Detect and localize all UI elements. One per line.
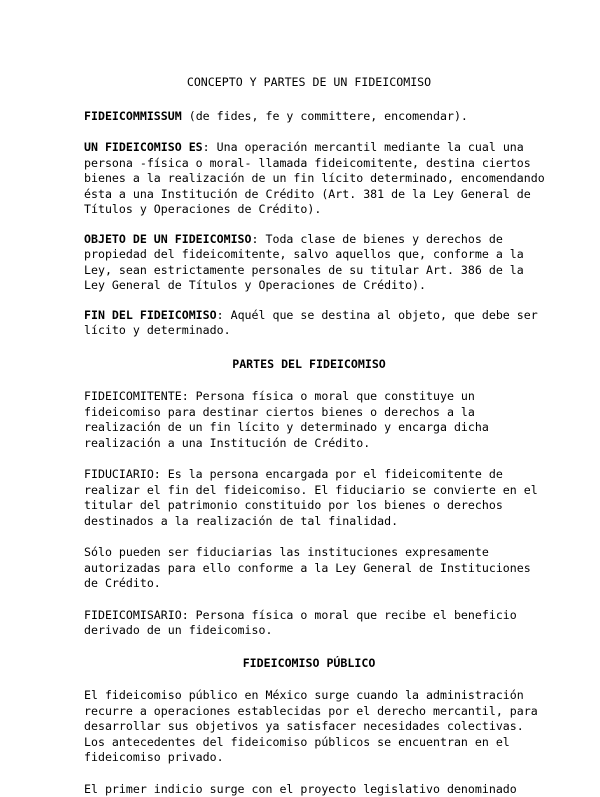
definicion-line: persona -física o moral- llamada fideicomitente, destina ciertos: [84, 156, 534, 172]
fideicomitente-line: fideicomiso para destinar ciertos bienes o derechos a la: [84, 405, 534, 421]
publico-line: El fideicomiso público en México surge cuando la administración: [84, 688, 534, 704]
objeto-line: propiedad del fideicomitente, salvo aquellos que, conforme a la: [84, 247, 534, 263]
objeto-line: Ley, sean estrictamente personales de su titular Art. 386 de la: [84, 263, 534, 279]
fiduciarias-line: Sólo pueden ser fiduciarias las instituciones expresamente: [84, 545, 534, 561]
objeto-line: Ley General de Títulos y Operaciones de Crédito).: [84, 278, 534, 294]
objeto-line: : Toda clase de bienes y derechos de: [252, 232, 503, 246]
fiduciarias-paragraph: [84, 545, 534, 592]
objeto-term: OBJETO DE UN FIDEICOMISO: [84, 232, 252, 246]
publico-line: desarrollar sus objetivos ya satisfacer necesidades colectivas.: [84, 719, 534, 735]
document-page: [84, 68, 534, 797]
definicion-line: ésta a una Institución de Crédito (Art. 381 de la Ley General de: [84, 187, 534, 203]
fideicommissum-term: FIDEICOMMISSUM: [84, 109, 182, 123]
fin-term: FIN DEL FIDEICOMISO: [84, 308, 217, 322]
fiduciarias-line: autorizadas para ello conforme a la Ley General de Instituciones: [84, 561, 534, 577]
fiduciario-line: realizar el fin del fideicomiso. El fiduciario se convierte en el: [84, 483, 534, 499]
fin-line: : Aquél que se destina al objeto, que debe ser: [217, 308, 538, 322]
fiduciario-paragraph: [84, 467, 534, 529]
publico-line: fideicomiso privado.: [84, 750, 534, 766]
fideicomisario-line: FIDEICOMISARIO: Persona física o moral que recibe el beneficio: [84, 608, 534, 624]
fideicommissum-paragraph: [84, 109, 534, 125]
fideicomitente-paragraph: [84, 389, 534, 451]
definicion-line: Títulos y Operaciones de Crédito).: [84, 202, 534, 218]
document-title: CONCEPTO Y PARTES DE UN FIDEICOMISO: [84, 75, 534, 91]
fiduciarias-line: de Crédito.: [84, 576, 534, 592]
definicion-paragraph: [84, 140, 534, 218]
definicion-line: : Una operación mercantil mediante la cual una: [203, 140, 524, 154]
fideicomitente-line: FIDEICOMITENTE: Persona física o moral que constituye un: [84, 389, 534, 405]
publico-paragraph: [84, 688, 534, 766]
fiduciario-line: titular del patrimonio constituido por los bienes o derechos: [84, 498, 534, 514]
fideicomisario-paragraph: [84, 608, 534, 639]
publico-heading: FIDEICOMISO PÚBLICO: [84, 656, 534, 672]
partes-heading: PARTES DEL FIDEICOMISO: [84, 357, 534, 373]
fin-line: lícito y determinado.: [84, 323, 534, 339]
indicio-line: El primer indicio surge con el proyecto legislativo denominado: [84, 782, 534, 797]
fideicommissum-definition: (de fides, fe y committere, encomendar).: [182, 109, 468, 123]
fideicomitente-line: realización a una Institución de Crédito.: [84, 436, 534, 452]
fiduciario-line: destinados a la realización de tal finalidad.: [84, 514, 534, 530]
definicion-term: UN FIDEICOMISO ES: [84, 140, 203, 154]
publico-line: Los antecedentes del fideicomiso públicos se encuentran en el: [84, 735, 534, 751]
indicio-paragraph: [84, 782, 534, 797]
fin-paragraph: [84, 308, 534, 339]
publico-line: recurre a operaciones establecidas por el derecho mercantil, para: [84, 704, 534, 720]
fiduciario-line: FIDUCIARIO: Es la persona encargada por el fideicomitente de: [84, 467, 534, 483]
fideicomitente-line: realización de un fin lícito y determinado y encarga dicha: [84, 420, 534, 436]
definicion-line: bienes a la realización de un fin lícito determinado, encomendando: [84, 171, 534, 187]
fideicomisario-line: derivado de un fideicomiso.: [84, 623, 534, 639]
objeto-paragraph: [84, 232, 534, 294]
